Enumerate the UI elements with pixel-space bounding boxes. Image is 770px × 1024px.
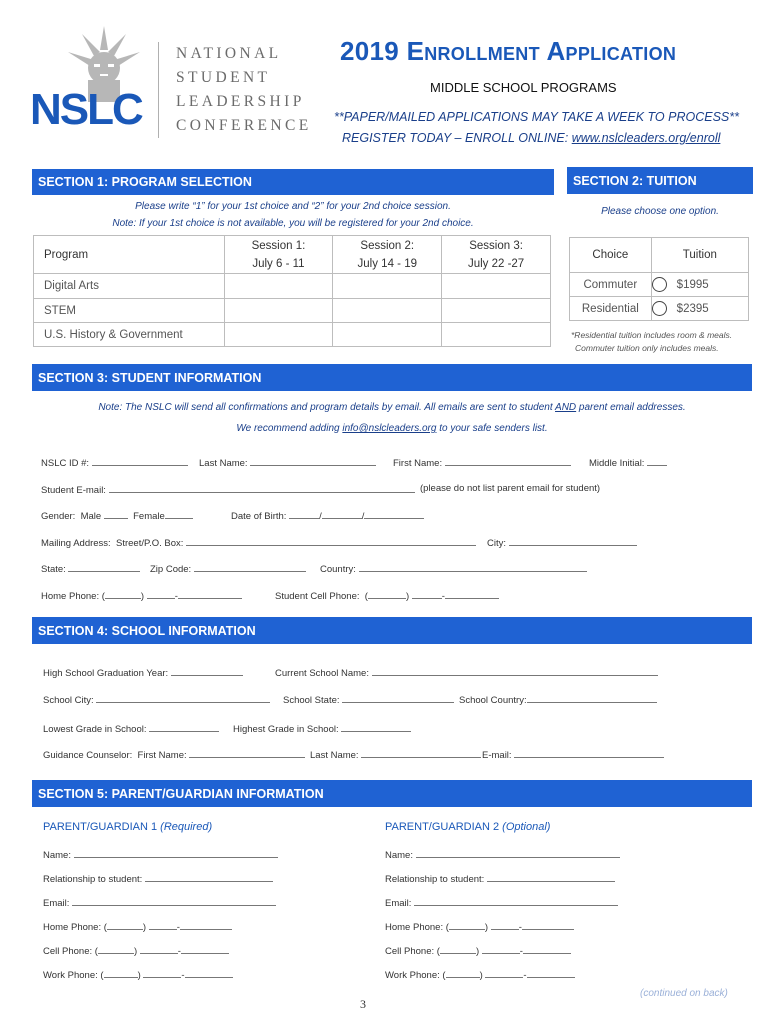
session-cell[interactable]	[224, 274, 333, 299]
logo-word: NATIONAL	[176, 45, 282, 62]
last-name-field[interactable]: Last Name:	[199, 456, 376, 469]
parent2-home-phone-field[interactable]: Home Phone: ( ) -	[385, 920, 574, 933]
col-session-3: Session 3: July 22 -27	[442, 236, 551, 274]
parent1-relationship-field[interactable]: Relationship to student:	[43, 872, 273, 885]
session-cell[interactable]	[442, 323, 551, 347]
counselor-email-field[interactable]: E-mail:	[482, 748, 664, 761]
highest-grade-field[interactable]: Highest Grade in School:	[233, 722, 411, 735]
dob-field[interactable]: Date of Birth: / /	[231, 509, 424, 522]
section2-instruction: Please choose one option.	[601, 206, 719, 217]
logo-text: NSLC	[30, 85, 142, 134]
parent2-heading: PARENT/GUARDIAN 2 (Optional)	[385, 821, 551, 833]
counselor-last-name-field[interactable]: Last Name:	[310, 748, 481, 761]
program-name: Digital Arts	[34, 274, 225, 299]
country-field[interactable]: Country:	[320, 562, 587, 575]
col-session-1: Session 1: July 6 - 11	[224, 236, 333, 274]
program-name: STEM	[34, 299, 225, 323]
mailing-address-field[interactable]: Mailing Address: Street/P.O. Box:	[41, 536, 476, 549]
parent2-work-phone-field[interactable]: Work Phone: ( ) -	[385, 968, 575, 981]
logo-divider	[158, 42, 159, 138]
tuition-amount: $1995	[676, 278, 709, 291]
session-cell[interactable]	[333, 323, 442, 347]
section1-header: SECTION 1: PROGRAM SELECTION	[32, 169, 554, 195]
col-program: Program	[34, 236, 225, 274]
parent1-email-field[interactable]: Email:	[43, 896, 276, 909]
section1-note: Note: If your 1st choice is not available, you will be registered for your 2nd choice.	[112, 218, 474, 229]
program-table	[33, 235, 551, 347]
first-name-field[interactable]: First Name:	[393, 456, 571, 469]
register-note: REGISTER TODAY – ENROLL ONLINE: www.nslcleaders.org/enroll	[342, 131, 721, 145]
enroll-link[interactable]: www.nslcleaders.org/enroll	[571, 131, 721, 145]
parent2-relationship-field[interactable]: Relationship to student:	[385, 872, 615, 885]
parent1-name-field[interactable]: Name:	[43, 848, 278, 861]
residential-radio[interactable]	[652, 301, 667, 316]
logo-wordmark	[176, 42, 312, 138]
session-cell[interactable]	[442, 299, 551, 323]
section4-header: SECTION 4: SCHOOL INFORMATION	[32, 617, 752, 644]
continued-note: (continued on back)	[640, 988, 728, 999]
col-tuition: Tuition	[651, 238, 748, 273]
page-number: 3	[360, 997, 366, 1011]
parent1-heading: PARENT/GUARDIAN 1 (Required)	[43, 821, 213, 833]
school-country-field[interactable]: School Country:	[459, 693, 657, 706]
zip-field[interactable]: Zip Code:	[150, 562, 306, 575]
student-cell-field[interactable]: Student Cell Phone: ( ) -	[275, 589, 499, 602]
tuition-commuter	[651, 273, 748, 297]
session-cell[interactable]	[224, 299, 333, 323]
school-state-field[interactable]: School State:	[283, 693, 454, 706]
tuition-footnote-1: *Residential tuition includes room & meals.	[571, 330, 733, 340]
section3-header: SECTION 3: STUDENT INFORMATION	[32, 364, 752, 391]
student-email-note: (please do not list parent email for student)	[420, 483, 601, 494]
city-field[interactable]: City:	[487, 536, 637, 549]
tuition-footnote-2: Commuter tuition only includes meals.	[575, 343, 719, 353]
section1-instruction: Please write “1” for your 1st choice and “2” for your 2nd choice session.	[135, 201, 451, 212]
logo-word: CONFERENCE	[176, 117, 312, 134]
col-session-2: Session 2: July 14 - 19	[333, 236, 442, 274]
state-field[interactable]: State:	[41, 562, 140, 575]
nslc-id-field[interactable]: NSLC ID #:	[41, 456, 188, 469]
logo-word: LEADERSHIP	[176, 93, 305, 110]
middle-initial-field[interactable]: Middle Initial:	[589, 456, 667, 469]
section3-recommend: We recommend adding info@nslcleaders.org to your safe senders list.	[236, 423, 548, 434]
tuition-amount: $2395	[676, 302, 709, 315]
paper-note: **PAPER/MAILED APPLICATIONS MAY TAKE A WEEK TO PROCESS**	[334, 110, 739, 124]
page-title: 2019 Enrollment Application	[340, 36, 677, 66]
parent1-cell-phone-field[interactable]: Cell Phone: ( ) -	[43, 944, 229, 957]
parent2-email-field[interactable]: Email:	[385, 896, 618, 909]
gender-field[interactable]: Gender: Male Female	[41, 509, 193, 522]
school-city-field[interactable]: School City:	[43, 693, 270, 706]
lowest-grade-field[interactable]: Lowest Grade in School:	[43, 722, 219, 735]
parent1-home-phone-field[interactable]: Home Phone: ( ) -	[43, 920, 232, 933]
commuter-radio[interactable]	[652, 277, 667, 292]
home-phone-field[interactable]: Home Phone: ( ) -	[41, 589, 242, 602]
parent2-name-field[interactable]: Name:	[385, 848, 620, 861]
program-name: U.S. History & Government	[34, 323, 225, 347]
session-cell[interactable]	[333, 299, 442, 323]
grad-year-field[interactable]: High School Graduation Year:	[43, 666, 243, 679]
logo-word: STUDENT	[176, 69, 271, 86]
tuition-table	[569, 237, 749, 321]
col-choice: Choice	[570, 238, 652, 273]
section3-note: Note: The NSLC will send all confirmations and program details by email. All emails are sent to student AND parent email addresses.	[98, 402, 686, 413]
session-cell[interactable]	[442, 274, 551, 299]
school-name-field[interactable]: Current School Name:	[275, 666, 658, 679]
session-cell[interactable]	[333, 274, 442, 299]
page-subtitle: MIDDLE SCHOOL PROGRAMS	[430, 80, 617, 95]
parent1-work-phone-field[interactable]: Work Phone: ( ) -	[43, 968, 233, 981]
student-email-field[interactable]: Student E-mail:	[41, 483, 415, 496]
info-email-link[interactable]: info@nslcleaders.org	[342, 423, 437, 434]
choice-commuter: Commuter	[570, 273, 652, 297]
session-cell[interactable]	[224, 323, 333, 347]
section2-header: SECTION 2: TUITION	[567, 167, 753, 194]
counselor-field[interactable]: Guidance Counselor: First Name:	[43, 748, 305, 761]
section5-header: SECTION 5: PARENT/GUARDIAN INFORMATION	[32, 780, 752, 807]
tuition-residential	[651, 297, 748, 321]
choice-residential: Residential	[570, 297, 652, 321]
parent2-cell-phone-field[interactable]: Cell Phone: ( ) -	[385, 944, 571, 957]
